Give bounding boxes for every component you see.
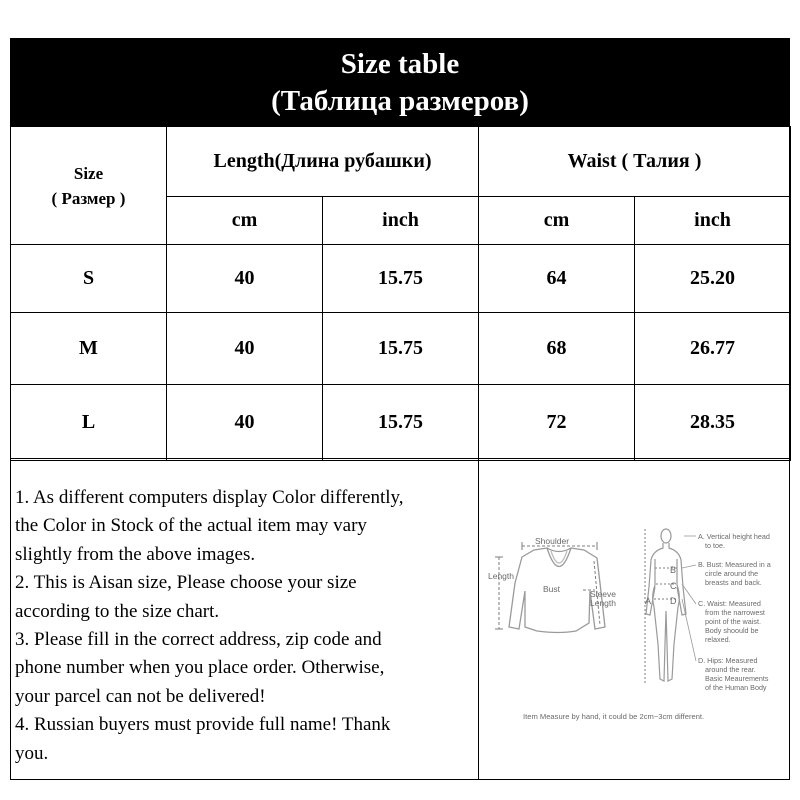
legend-c-line: relaxed. — [705, 635, 731, 644]
waist-inch-cell: 26.77 — [635, 313, 791, 385]
legend-c-line: point of the waist. — [705, 617, 761, 626]
letter-c: C — [670, 581, 677, 591]
note-line: you. — [15, 742, 49, 764]
note-line: 3. Please fill in the correct address, zip code and — [15, 629, 382, 651]
sleeve-label-2: Length — [590, 598, 616, 608]
shoulder-label: Shoulder — [535, 536, 570, 546]
length-cm-cell: 40 — [167, 385, 323, 461]
note-line: slightly from the above images. — [15, 543, 256, 565]
unit-waist-cm: cm — [479, 197, 635, 245]
measurement-legend — [698, 532, 771, 692]
measurement-diagram-panel — [478, 458, 790, 780]
bust-label: Bust — [543, 584, 561, 594]
notes-panel — [10, 458, 479, 780]
size-cell: S — [11, 245, 167, 313]
size-label: Size — [73, 163, 104, 183]
legend-d-line: of the Human Body — [705, 683, 767, 692]
letter-d: D — [670, 596, 677, 606]
waist-cm-cell: 64 — [479, 245, 635, 313]
note-line: 4. Russian buyers must provide full name! Thank — [15, 714, 391, 736]
legend-b-line: circle around the — [705, 569, 759, 578]
table-row — [11, 313, 791, 385]
legend-d-line: around the rear. — [705, 665, 756, 674]
legend-d-line: Basic Meaurements — [705, 674, 769, 683]
legend-c-line: C. Waist: Measured — [698, 599, 761, 608]
length-header: Length(Длина рубашки) — [167, 127, 479, 197]
waist-cm-cell: 72 — [479, 385, 635, 461]
note-line: the Color in Stock of the actual item may vary — [15, 515, 367, 537]
length-cm-cell: 40 — [167, 245, 323, 313]
legend-d-line: D. Hips: Measured — [698, 656, 758, 665]
waist-cm-cell: 68 — [479, 313, 635, 385]
length-cm-cell: 40 — [167, 313, 323, 385]
letter-b: B — [670, 565, 677, 575]
legend-b-line: B. Bust: Measured in a — [698, 560, 771, 569]
legend-c-line: from the narrowest — [705, 608, 765, 617]
legend-a-line: to toe. — [705, 541, 725, 550]
sleeve-label: Sleeve — [590, 589, 616, 599]
waist-inch-cell: 28.35 — [635, 385, 791, 461]
note-line: according to the size chart. — [15, 600, 220, 622]
table-row — [11, 245, 791, 313]
body-figure — [646, 529, 686, 681]
size-label-ru: ( Размер ) — [51, 188, 126, 208]
length-inch-cell: 15.75 — [323, 245, 479, 313]
size-cell: L — [11, 385, 167, 461]
subtitle: (Таблица размеров) — [271, 85, 529, 117]
note-line: 1. As different computers display Color differently, — [15, 487, 404, 508]
waist-inch-cell: 25.20 — [635, 245, 791, 313]
note-line: your parcel can not be delivered! — [15, 685, 266, 707]
waist-header: Waist ( Талия ) — [479, 127, 791, 197]
unit-waist-inch: inch — [635, 197, 791, 245]
length-inch-cell: 15.75 — [323, 385, 479, 461]
diagram-footer: Item Measure by hand, it could be 2cm~3cm different. — [523, 712, 705, 721]
size-table — [10, 126, 791, 461]
size-column-header — [11, 127, 167, 245]
title: Size table — [340, 48, 460, 80]
note-line: 2. This is Aisan size, Please choose your size — [15, 572, 357, 594]
unit-length-cm: cm — [167, 197, 323, 245]
letter-a: A — [645, 596, 652, 606]
note-line: phone number when you place order. Otherwise, — [15, 657, 385, 679]
unit-length-inch: inch — [323, 197, 479, 245]
measurement-diagram — [479, 459, 789, 779]
length-label: Length — [488, 571, 514, 581]
table-row — [11, 385, 791, 461]
title-banner — [10, 38, 790, 126]
size-cell: M — [11, 313, 167, 385]
legend-c-line: Body shoould be — [705, 626, 759, 635]
legend-a-line: A. Vertical height head — [698, 532, 770, 541]
length-inch-cell: 15.75 — [323, 313, 479, 385]
legend-b-line: breasts and back. — [705, 578, 762, 587]
